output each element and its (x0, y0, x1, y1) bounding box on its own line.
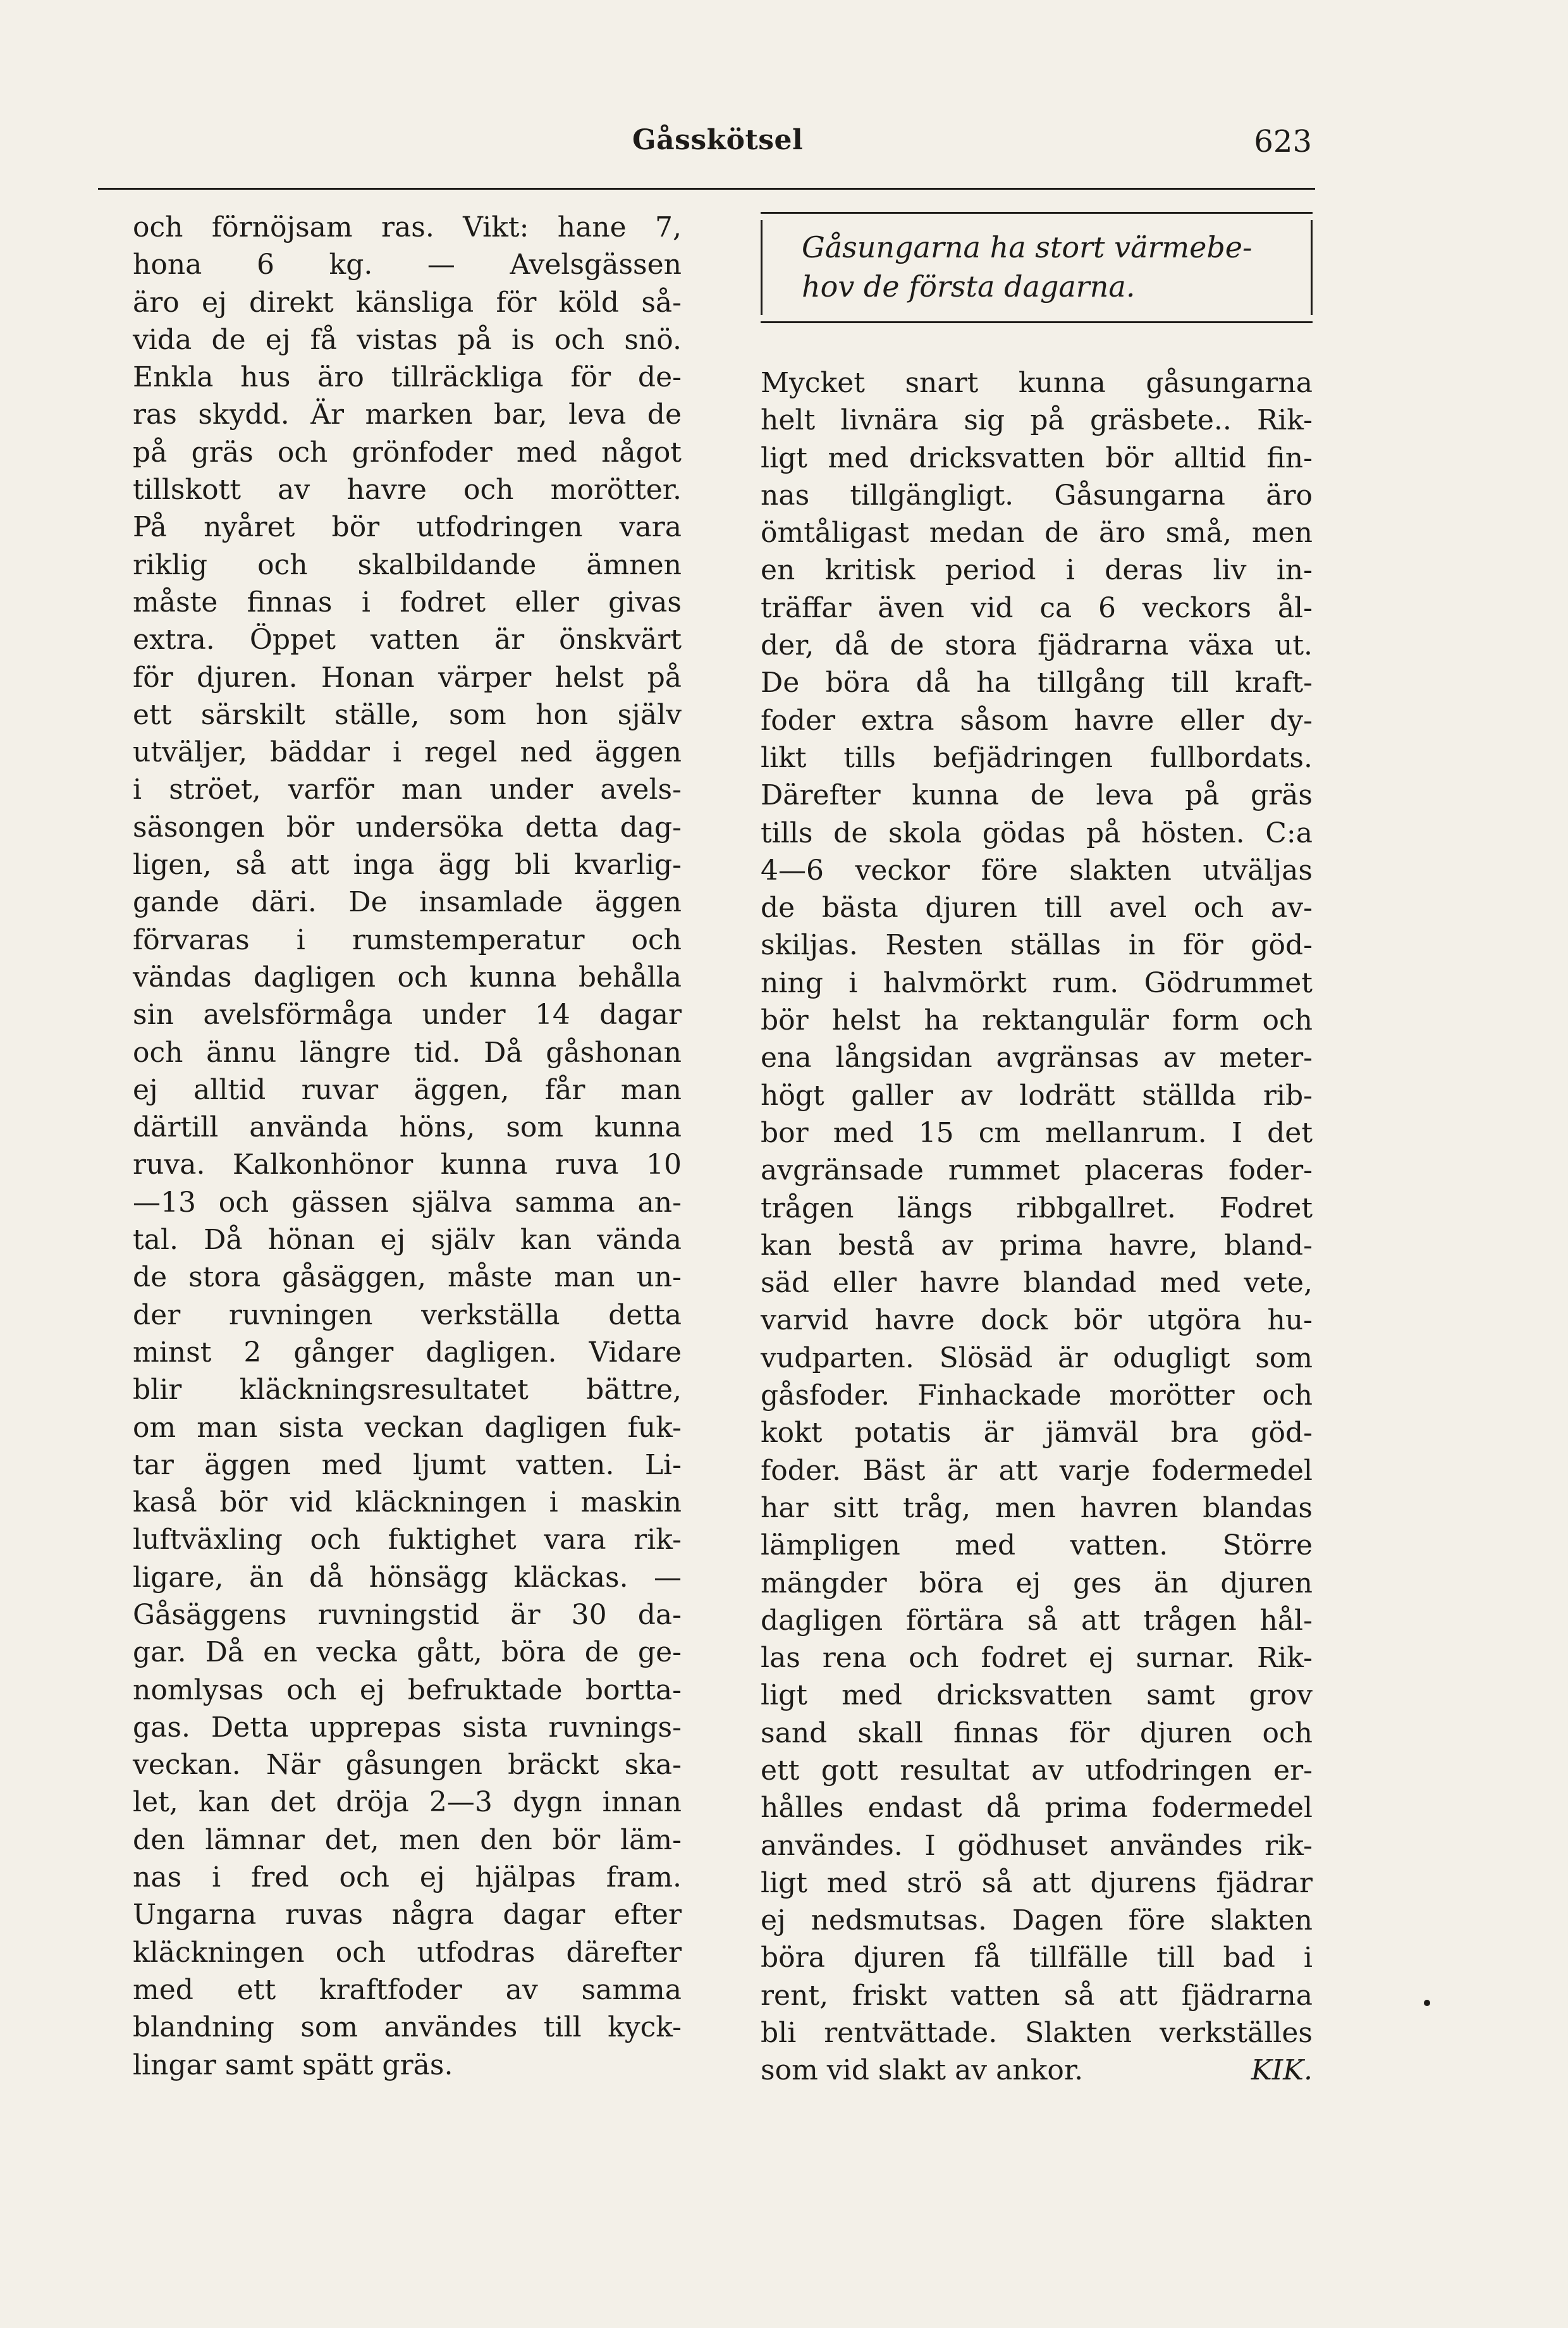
text-line: bör helst ha rektangulär form och (761, 1004, 1313, 1037)
text-line: nas i fred och ej hjälpas fram. (133, 1861, 682, 1894)
text-line: äro ej direkt känsliga för köld så- (133, 286, 682, 319)
text-line: lingar samt spätt gräs. (133, 2048, 453, 2081)
text-line: Enkla hus äro tillräckliga för de- (133, 361, 682, 394)
text-line: måste finnas i fodret eller givas (133, 586, 682, 619)
text-line: böra djuren få tillfälle till bad i (761, 1942, 1313, 1974)
text-line: och förnöjsam ras. Vikt: hane 7, (133, 211, 682, 243)
text-line: foder. Bäst är att varje fodermedel (761, 1454, 1313, 1487)
text-line: de stora gåsäggen, måste man un- (133, 1261, 682, 1294)
text-line: träffar även vid ca 6 veckors ål- (761, 591, 1313, 624)
text-line: luftväxling och fuktighet vara rik- (133, 1524, 682, 1556)
text-line: ligt med dricksvatten samt grov (761, 1679, 1313, 1712)
left-column (133, 209, 682, 2084)
text-line: skiljas. Resten ställas in för göd- (761, 929, 1313, 962)
text-line: vida de ej få vistas på is och snö. (133, 323, 682, 356)
text-line: De böra då ha tillgång till kraft- (761, 667, 1313, 699)
text-line: hålles endast då prima fodermedel (761, 1792, 1313, 1825)
text-line: avgränsade rummet placeras foder- (761, 1154, 1313, 1187)
text-line: blir kläckningsresultatet bättre, (133, 1374, 682, 1407)
text-line: bor med 15 cm mellanrum. I det (761, 1116, 1313, 1149)
text-line: foder extra såsom havre eller dy- (761, 704, 1313, 737)
text-line: veckan. När gåsungen bräckt ska- (133, 1749, 682, 1782)
page-number: 623 (1254, 124, 1312, 159)
text-line: hona 6 kg. — Avelsgässen (133, 249, 682, 281)
text-line: dagligen förtära så att trågen hål- (761, 1604, 1313, 1637)
text-line: ena långsidan avgränsas av meter- (761, 1042, 1313, 1075)
text-line: vudparten. Slösäd är odugligt som (761, 1341, 1313, 1374)
text-line: der, då de stora fjädrarna växa ut. (761, 629, 1313, 662)
text-line: —13 och gässen själva samma an- (133, 1186, 682, 1219)
notice-text (802, 228, 1301, 306)
text-line: der ruvningen verkställa detta (133, 1298, 682, 1331)
text-line: ligt med strö så att djurens fjädrar (761, 1866, 1313, 1899)
text-line: helt livnära sig på gräsbete.. Rik- (761, 404, 1313, 437)
text-line: den lämnar det, men den bör läm- (133, 1823, 682, 1856)
text-line: högt galler av lodrätt ställda rib- (761, 1079, 1313, 1112)
text-line: Ungarna ruvas några dagar efter (133, 1899, 682, 1931)
text-line: trågen längs ribbgallret. Fodret (761, 1192, 1313, 1224)
text-line: Därefter kunna de leva på gräs (761, 779, 1313, 812)
text-line: ligt med dricksvatten bör alltid fin- (761, 441, 1313, 474)
text-line: kaså bör vid kläckningen i maskin (133, 1486, 682, 1519)
text-line: ett särskilt ställe, som hon själv (133, 698, 682, 731)
final-line (761, 2052, 1313, 2089)
text-line: tar äggen med ljumt vatten. Li- (133, 1448, 682, 1481)
text-line: tills de skola gödas på hösten. C:a (761, 816, 1313, 849)
notice-line: hov de första dagarna. (802, 269, 1136, 304)
text-line: vändas dagligen och kunna behålla (133, 961, 682, 994)
text-line: las rena och fodret ej surnar. Rik- (761, 1642, 1313, 1675)
text-line: en kritisk period i deras liv in- (761, 554, 1313, 587)
text-line: riklig och skalbildande ämnen (133, 548, 682, 581)
text-line: Gåsäggens ruvningstid är 30 da- (133, 1598, 682, 1631)
text-line: ömtåligast medan de äro små, men (761, 517, 1313, 550)
text-line: på gräs och grönfoder med något (133, 436, 682, 469)
text-line: gande däri. De insamlade äggen (133, 886, 682, 919)
text-line: gas. Detta upprepas sista ruvnings- (133, 1711, 682, 1744)
text-line: ligare, än då hönsägg kläckas. — (133, 1561, 682, 1594)
text-line: i ströet, varför man under avels- (133, 773, 682, 806)
text-line: sin avelsförmåga under 14 dagar (133, 999, 682, 1032)
text-line: användes. I gödhuset användes rik- (761, 1829, 1313, 1862)
text-line: förvaras i rumstemperatur och (133, 923, 682, 956)
text-line: rent, friskt vatten så att fjädrarna (761, 1979, 1313, 2012)
text-line: säd eller havre blandad med vete, (761, 1267, 1313, 1300)
text-line: har sitt tråg, men havren blandas (761, 1491, 1313, 1524)
text-line: tillskott av havre och morötter. (133, 474, 682, 507)
text-line: 4—6 veckor före slakten utväljas (761, 854, 1313, 887)
text-line: lämpligen med vatten. Större (761, 1529, 1313, 1562)
notice-box (761, 212, 1313, 323)
text-line: de bästa djuren till avel och av- (761, 892, 1313, 925)
right-column (761, 364, 1313, 2090)
text-line: kokt potatis är jämväl bra göd- (761, 1417, 1313, 1450)
notice-line: Gåsungarna ha stort värmebe- (802, 230, 1253, 264)
running-title: Gåsskötsel (632, 124, 804, 156)
text-line: Mycket snart kunna gåsungarna (761, 367, 1313, 399)
text-line: nas tillgängligt. Gåsungarna äro (761, 479, 1313, 512)
text-line: för djuren. Honan värper helst på (133, 661, 682, 694)
text-line: gar. Då en vecka gått, böra de ge- (133, 1636, 682, 1669)
text-line: bli rentvättade. Slakten verkställes (761, 2017, 1313, 2050)
text-line: minst 2 gånger dagligen. Vidare (133, 1336, 682, 1369)
text-line: ruva. Kalkonhönor kunna ruva 10 (133, 1149, 682, 1181)
final-line-text: som vid slakt av ankor. (761, 2054, 1084, 2087)
text-line: På nyåret bör utfodringen vara (133, 511, 682, 544)
text-line: sand skall finnas för djuren och (761, 1716, 1313, 1749)
margin-dot (1424, 2000, 1430, 2006)
author-signature: KIK. (1251, 2054, 1313, 2087)
text-line: gåsfoder. Finhackade morötter och (761, 1379, 1313, 1412)
text-line: extra. Öppet vatten är önskvärt (133, 624, 682, 656)
text-line: kläckningen och utfodras därefter (133, 1936, 682, 1969)
text-line: ligen, så att inga ägg bli kvarlig- (133, 849, 682, 882)
running-header (98, 124, 1312, 168)
text-line: ras skydd. Är marken bar, leva de (133, 398, 682, 431)
text-line: mängder böra ej ges än djuren (761, 1567, 1313, 1599)
text-line: tal. Då hönan ej själv kan vända (133, 1224, 682, 1257)
text-line: let, kan det dröja 2—3 dygn innan (133, 1786, 682, 1819)
text-line: utväljer, bäddar i regel ned äggen (133, 736, 682, 769)
text-line: med ett kraftfoder av samma (133, 1973, 682, 2006)
text-line: därtill använda höns, som kunna (133, 1111, 682, 1144)
text-line: kan bestå av prima havre, bland- (761, 1229, 1313, 1262)
text-line: blandning som användes till kyck- (133, 2011, 682, 2044)
header-rule (98, 188, 1315, 190)
text-line: ett gott resultat av utfodringen er- (761, 1754, 1313, 1787)
text-line: ning i halvmörkt rum. Gödrummet (761, 966, 1313, 999)
text-line: ej alltid ruvar äggen, får man (133, 1073, 682, 1106)
text-line: varvid havre dock bör utgöra hu- (761, 1304, 1313, 1337)
text-line: likt tills befjädringen fullbordats. (761, 741, 1313, 774)
text-line: och ännu längre tid. Då gåshonan (133, 1036, 682, 1069)
text-line: om man sista veckan dagligen fuk- (133, 1411, 682, 1444)
text-line: nomlysas och ej befruktade bortta- (133, 1673, 682, 1706)
text-line: ej nedsmutsas. Dagen före slakten (761, 1904, 1313, 1937)
text-line: säsongen bör undersöka detta dag- (133, 811, 682, 844)
